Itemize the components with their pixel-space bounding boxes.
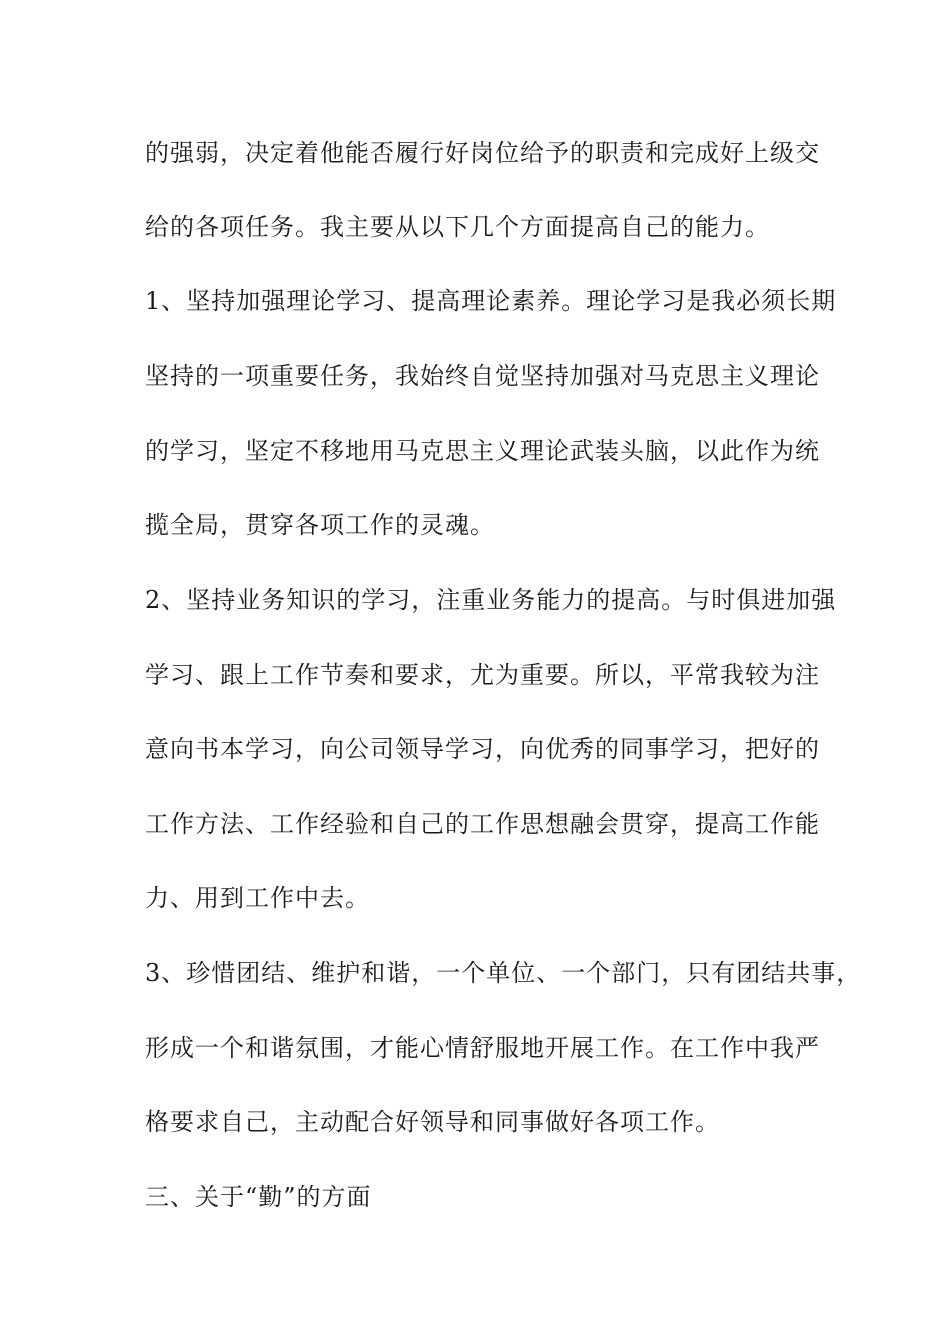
text-line: 2、坚持业务知识的学习，注重业务能力的提高。与时俱进加强: [145, 586, 837, 614]
text-line: 给的各项任务。我主要从以下几个方面提高自己的能力。: [145, 213, 770, 241]
text-line: 意向书本学习，向公司领导学习，向优秀的同事学习，把好的: [145, 735, 820, 763]
text-line: 揽全局，贯穿各项工作的灵魂。: [145, 511, 495, 539]
text-line: 学习、跟上工作节奏和要求，尤为重要。所以，平常我较为注: [145, 661, 820, 689]
text-line: 坚持的一项重要任务，我始终自觉坚持加强对马克思主义理论: [145, 362, 820, 390]
section-heading: 三、关于“勤”的方面: [145, 1183, 372, 1211]
text-line: 工作方法、工作经验和自己的工作思想融会贯穿，提高工作能: [145, 810, 820, 838]
text-line: 的学习，坚定不移地用马克思主义理论武装头脑，以此作为统: [145, 437, 820, 465]
text-line: 3、珍惜团结、维护和谐，一个单位、一个部门，只有团结共事，: [145, 959, 862, 987]
text-line: 1、坚持加强理论学习、提高理论素养。理论学习是我必须长期: [145, 287, 837, 315]
text-line: 形成一个和谐氛围，才能心情舒服地开展工作。在工作中我严: [145, 1034, 820, 1062]
text-line: 力、用到工作中去。: [145, 884, 370, 912]
text-line: 格要求自己，主动配合好领导和同事做好各项工作。: [145, 1108, 720, 1136]
text-line: 的强弱，决定着他能否履行好岗位给予的职责和完成好上级交: [145, 139, 820, 167]
